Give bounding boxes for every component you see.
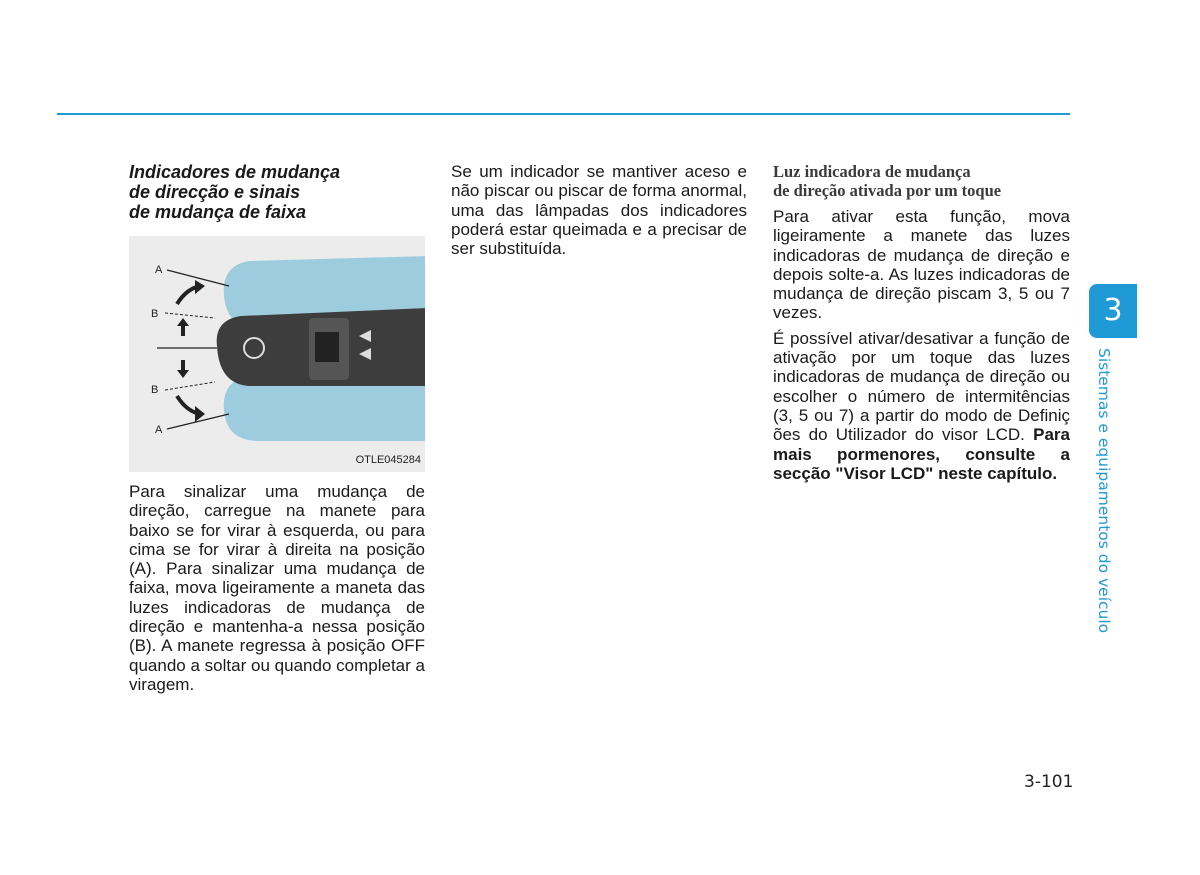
section-heading-one-touch [773, 162, 1070, 200]
heading-line: Luz indicadora de mudança [773, 162, 971, 181]
chapter-title: Sistemas e equipamentos do veículo [1095, 348, 1113, 634]
right-paragraph-2-text: É possível ativar/desativar a função de ativação por um toque das luzes indicadoras de mudança de direção ou escolher o número de intermitências (3, 5 ou 7) a partir do modo de Definiç ões do Utilizador do visor LCD. [773, 328, 1070, 445]
section-heading-turn-signals [129, 162, 425, 222]
left-column [129, 162, 425, 694]
left-body-paragraph: Para sinalizar uma mudança de direção, carregue na manete para baixo se for virar à esquerda, ou para cima se for virar à direita na posição (A). Para sinalizar uma mudança de faixa, mova ligeiramente a maneta das luzes indicadoras de mudança de direção e mantenha-a nessa posição (B). A manete regressa à posição OFF quando a soltar ou quando completar a viragem. [129, 482, 425, 694]
turn-signal-lever-figure [129, 236, 425, 472]
middle-body-paragraph: Se um indicador se mantiver aceso e não piscar ou piscar de forma anormal, uma das lâmpadas dos indicadores poderá estar queimada e a precisar de ser substituída. [451, 162, 747, 259]
heading-line: de direcção e sinais [129, 182, 301, 202]
figure-code: OTLE045284 [355, 453, 421, 466]
figure-label-b-top: B [151, 308, 159, 320]
lever-illustration [129, 236, 425, 472]
heading-line: Indicadores de mudança [129, 162, 341, 182]
heading-line: de direção ativada por um toque [773, 181, 1002, 200]
right-paragraph-2 [773, 329, 1070, 483]
figure-label-b-bottom: B [151, 384, 159, 396]
figure-label-a-top: A [155, 264, 163, 276]
right-column [773, 162, 1070, 483]
page-number: 3-101 [1024, 772, 1074, 792]
top-rule [57, 113, 1070, 115]
heading-line: de mudança de faixa [129, 202, 307, 222]
figure-label-a-bottom: A [155, 424, 163, 436]
right-paragraph-2-reference: Para mais pormenores, consulte a secção "Visor LCD" neste capítulo. [773, 425, 1070, 483]
chapter-tab: 3 [1089, 284, 1137, 338]
right-paragraph-1: Para ativar esta função, mova ligeiramente a manete das luzes indicadoras de mudança de direção e depois solte-a. As luzes indicadoras de mudança de direção piscam 3, 5 ou 7 vezes. [773, 207, 1070, 323]
middle-column [451, 162, 747, 258]
